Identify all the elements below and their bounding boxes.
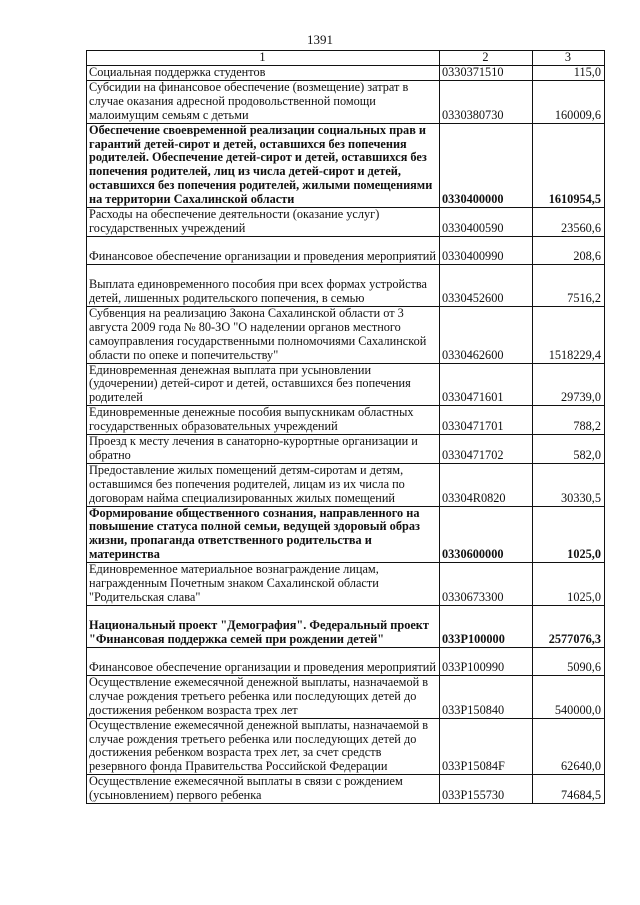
row-name: Субвенция на реализацию Закона Сахалинской области от 3 августа 2009 года № 80-ЗО "О наделении органов местного самоуправления государственными полномочиями Сахалинской области по опеке и попечительству" <box>87 306 440 363</box>
table-header-row <box>87 51 605 66</box>
table-row <box>87 208 605 237</box>
table-row <box>87 647 605 675</box>
row-name: Выплата единовременного пособия при всех формах устройства детей, лишенных родительского попечения, в семью <box>87 264 440 306</box>
row-name: Единовременная денежная выплата при усыновлении (удочерении) детей-сирот и детей, оставшихся без попечения родителей <box>87 363 440 406</box>
header-col-3: 3 <box>533 51 605 66</box>
row-amount: 23560,6 <box>533 208 605 237</box>
table-row <box>87 406 605 435</box>
table-row <box>87 775 605 804</box>
table-row <box>87 506 605 563</box>
table-row <box>87 123 605 207</box>
row-name: Финансовое обеспечение организации и проведения мероприятий <box>87 236 440 264</box>
row-code: 0330471601 <box>440 363 533 406</box>
table-row <box>87 563 605 606</box>
row-name: Осуществление ежемесячной денежной выплаты, назначаемой в случае рождения третьего ребенка или последующих детей до достижения ребенком возраста трех лет <box>87 675 440 718</box>
table-row <box>87 80 605 123</box>
row-amount: 788,2 <box>533 406 605 435</box>
row-code: 0330471702 <box>440 435 533 464</box>
row-code: 0330452600 <box>440 264 533 306</box>
row-amount: 540000,0 <box>533 675 605 718</box>
row-code: 033P100990 <box>440 647 533 675</box>
row-code: 0330400000 <box>440 123 533 207</box>
row-name: Субсидии на финансовое обеспечение (возмещение) затрат в случае оказания адресной продовольственной помощи малоимущим семьям с детьми <box>87 80 440 123</box>
row-code: 0330400990 <box>440 236 533 264</box>
row-name: Формирование общественного сознания, направленного на повышение статуса полной семьи, ведущей здоровый образ жизни, пропаганда ответственного родительства и материнства <box>87 506 440 563</box>
row-amount: 1518229,4 <box>533 306 605 363</box>
row-amount: 1025,0 <box>533 563 605 606</box>
table-row <box>87 463 605 506</box>
row-amount: 208,6 <box>533 236 605 264</box>
header-col-1: 1 <box>87 51 440 66</box>
row-name: Обеспечение своевременной реализации социальных прав и гарантий детей-сирот и детей, оставшихся без попечения родителей. Обеспечение детей-сирот и детей, оставшихся без попечения родителей, лиц из числа детей-сирот и детей, оставшихся без попечения родителей, жилыми помещениями на территории Сахалинской области <box>87 123 440 207</box>
table-row <box>87 66 605 81</box>
row-name: Финансовое обеспечение организации и проведения мероприятий <box>87 647 440 675</box>
row-code: 0330400590 <box>440 208 533 237</box>
row-name: Предоставление жилых помещений детям-сиротам и детям, оставшимся без попечения родителей, лицам из их числа по договорам найма специализированных жилых помещений <box>87 463 440 506</box>
row-code: 033P100000 <box>440 605 533 647</box>
row-amount: 74684,5 <box>533 775 605 804</box>
row-amount: 160009,6 <box>533 80 605 123</box>
row-code: 033P150840 <box>440 675 533 718</box>
row-name: Расходы на обеспечение деятельности (оказание услуг) государственных учреждений <box>87 208 440 237</box>
row-amount: 582,0 <box>533 435 605 464</box>
row-amount: 29739,0 <box>533 363 605 406</box>
row-code: 0330600000 <box>440 506 533 563</box>
row-code: 0330380730 <box>440 80 533 123</box>
row-name: Единовременные денежные пособия выпускникам областных государственных образовательных учреждений <box>87 406 440 435</box>
row-code: 0330673300 <box>440 563 533 606</box>
row-code: 0330471701 <box>440 406 533 435</box>
row-name: Социальная поддержка студентов <box>87 66 440 81</box>
row-code: 0330462600 <box>440 306 533 363</box>
row-code: 03304R0820 <box>440 463 533 506</box>
table-row <box>87 306 605 363</box>
row-amount: 2577076,3 <box>533 605 605 647</box>
row-amount: 115,0 <box>533 66 605 81</box>
header-col-2: 2 <box>440 51 533 66</box>
row-amount: 5090,6 <box>533 647 605 675</box>
row-amount: 62640,0 <box>533 718 605 775</box>
page-number: 1391 <box>307 32 333 47</box>
row-code: 033P15084F <box>440 718 533 775</box>
table-row <box>87 605 605 647</box>
table-row <box>87 236 605 264</box>
row-amount: 1025,0 <box>533 506 605 563</box>
row-name: Проезд к месту лечения в санаторно-курортные организации и обратно <box>87 435 440 464</box>
table-row <box>87 675 605 718</box>
table-row <box>87 435 605 464</box>
row-amount: 1610954,5 <box>533 123 605 207</box>
table-row <box>87 718 605 775</box>
row-name: Национальный проект "Демография". Федеральный проект "Финансовая поддержка семей при рождении детей" <box>87 605 440 647</box>
row-name: Осуществление ежемесячной денежной выплаты, назначаемой в случае рождения третьего ребенка или последующих детей до достижения ребенком возраста трех лет, за счет средств резервного фонда Правительства Российской Федерации <box>87 718 440 775</box>
row-amount: 7516,2 <box>533 264 605 306</box>
budget-table <box>86 50 605 804</box>
row-code: 0330371510 <box>440 66 533 81</box>
table-row <box>87 363 605 406</box>
row-amount: 30330,5 <box>533 463 605 506</box>
table-row <box>87 264 605 306</box>
row-code: 033P155730 <box>440 775 533 804</box>
row-name: Осуществление ежемесячной выплаты в связи с рождением (усыновлением) первого ребенка <box>87 775 440 804</box>
row-name: Единовременное материальное вознаграждение лицам, награжденным Почетным знаком Сахалинской области "Родительская слава" <box>87 563 440 606</box>
